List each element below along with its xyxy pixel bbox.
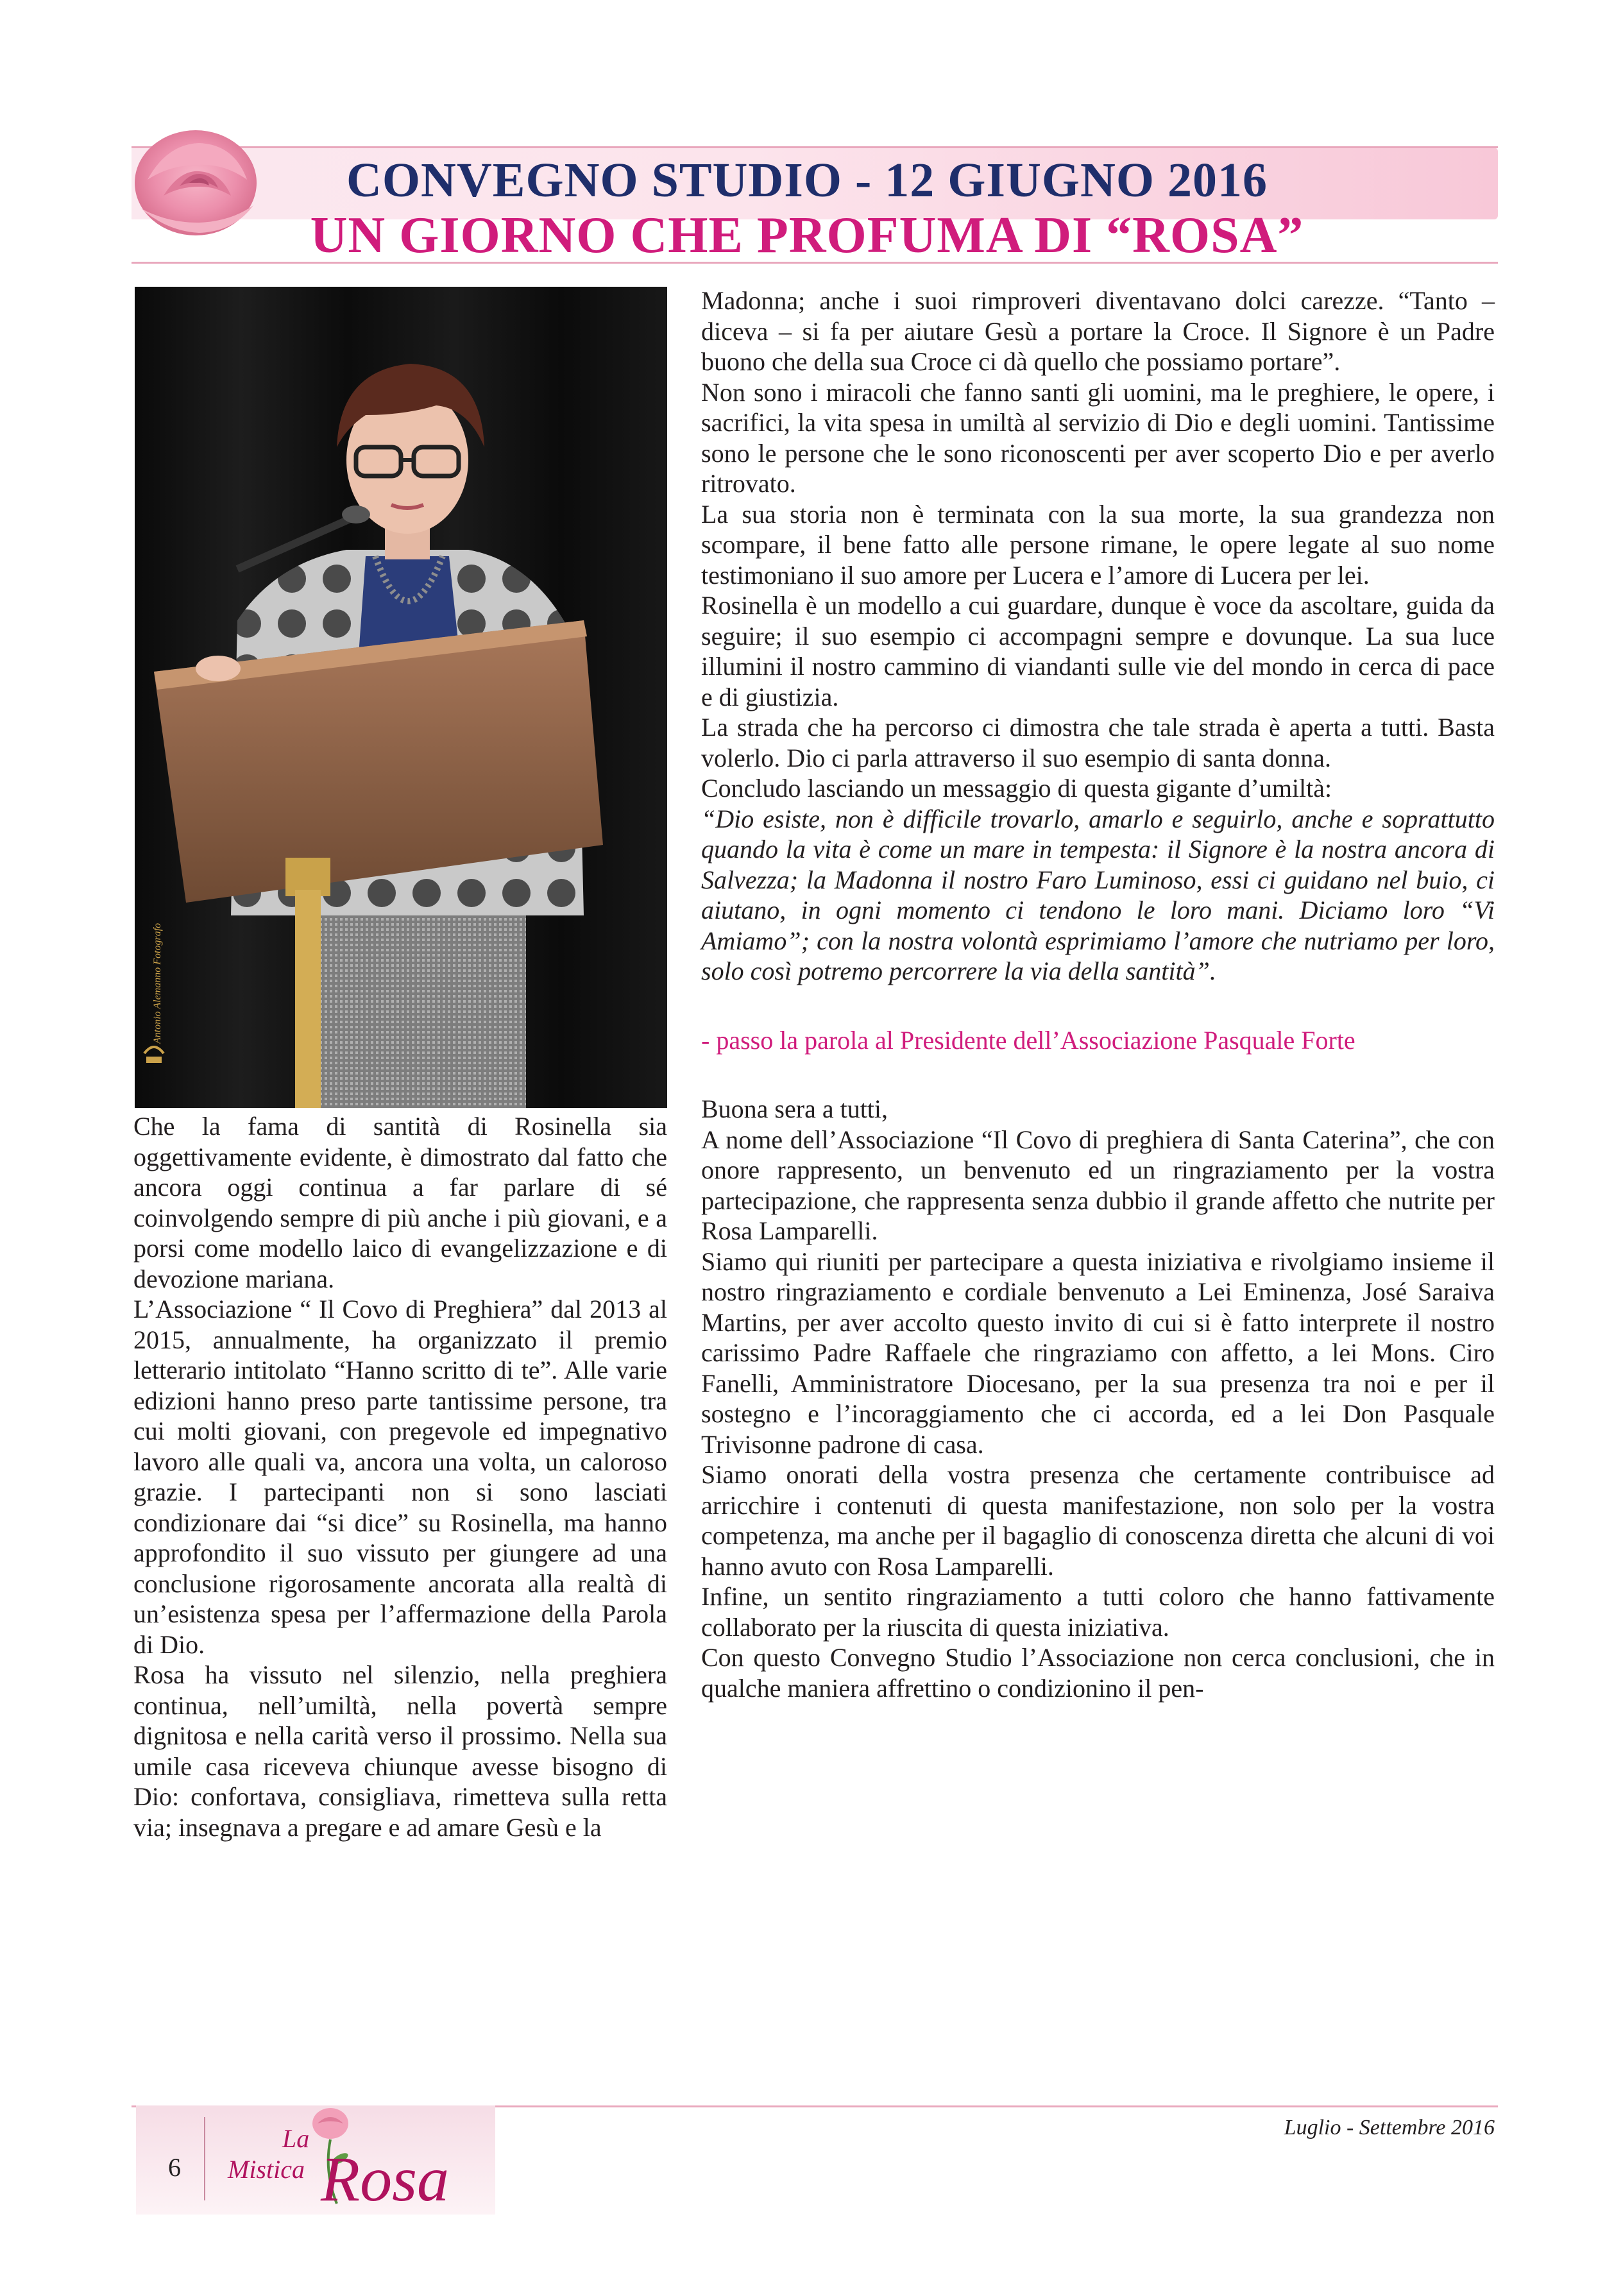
page-number: 6	[168, 2153, 181, 2182]
quote: “Dio esiste, non è difficile trovarlo, amarlo e seguirlo, anche e soprattutto quando la vita è come un mare in tempesta: il Signore è la nostra ancora di Salvezza; la Madonna il nostro Faro Luminoso, essi ci guidano nel buio, ci aiutano, in ogni momento ci tendono le loro mani. Diciamo loro “Vi Amiamo”; con la nostra volontà esprimiamo l’amore che nutriamo per loro, solo così potremo percorrere la via della santità”.	[701, 804, 1495, 985]
paragraph: Infine, un sentito ringraziamento a tutti coloro che hanno fattivamente collaborato per la riuscita di questa iniziativa.	[701, 1582, 1495, 1642]
logo-rosa: Rosa	[321, 2143, 449, 2215]
paragraph: Non sono i miracoli che fanno santi gli uomini, ma le preghiere, le opere, i sacrifici, la vita spesa in umiltà al servizio di Dio e degli uomini. Tantissime sono le persone che le sono riconoscenti per aver scoperto Dio e per averlo ritrovato.	[701, 377, 1495, 498]
handover-note: - passo la parola al Presidente dell’Associazione Pasquale Forte	[701, 1025, 1355, 1055]
paragraph: A nome dell’Associazione “Il Covo di preghiera di Santa Caterina”, che con onore rappresento, un benvenuto ed un ringraziamento per la vostra partecipazione, che rappresenta senza dubbio il grande affetto che nutrite per Rosa Lamparelli.	[701, 1125, 1495, 1245]
paragraph: Con questo Convegno Studio l’Associazione non cerca conclusioni, che in qualche maniera affrettino o condizionino il pen-	[701, 1643, 1495, 1703]
left-column	[133, 1111, 667, 1842]
paragraph: Siamo onorati della vostra presenza che certamente contribuisce ad arricchire i contenuti di questa manifestazione, non solo per la vostra competenza, ma anche per il bagaglio di conoscenza diretta che alcuni di voi hanno avuto con Rosa Lamparelli.	[701, 1460, 1495, 1581]
photo-credit: Antonio Alemanno Fotografo	[152, 923, 163, 1044]
paragraph: Buona sera a tutti,	[701, 1094, 888, 1123]
paragraph: Concludo lasciando un messaggio di questa gigante d’umiltà:	[701, 774, 1332, 803]
issue-date: Luglio - Settembre 2016	[1284, 2116, 1495, 2139]
speaker-photo	[135, 287, 667, 1108]
logo-mistica: Mistica	[228, 2155, 305, 2184]
title-line-1: CONVEGNO STUDIO - 12 GIUGNO 2016	[346, 153, 1268, 207]
paragraph: L’Associazione “ Il Covo di Preghiera” dal 2013 al 2015, annualmente, ha organizzato il premio letterario intitolato “Hanno scritto di te”. Alle varie edizioni hanno preso parte tantissime persone, tra cui molti giovani, con pregevole ed impegnativo lavoro alle quali va, ancora una volta, un caloroso grazie. I partecipanti non si sono lasciati condizionare dai “si dice” su Rosinella, ma hanno approfondito il suo vissuto per giungere ad una conclusione rigorosamente ancorata alla realtà di un’esistenza spesa per l’affermazione della Parola di Dio.	[133, 1295, 667, 1659]
magazine-logo	[212, 2095, 481, 2216]
speaker-photo-illustration	[135, 287, 667, 1108]
paragraph: La strada che ha percorso ci dimostra che tale strada è aperta a tutti. Basta volerlo. Dio ci parla attraverso il suo esempio di santa donna.	[701, 713, 1495, 772]
right-column	[701, 285, 1495, 1703]
paragraph: Rosinella è un modello a cui guardare, dunque è voce da ascoltare, guida da seguire; il suo esempio ci accompagni sempre e dovunque. La sua luce illumini il nostro cammino di viandanti sulle vie del mondo in cerca di pace e di giustizia.	[701, 591, 1495, 711]
header-top-rule	[132, 146, 1498, 148]
logo-la: La	[282, 2124, 310, 2153]
title-line-2: UN GIORNO CHE PROFUMA DI “ROSA”	[310, 207, 1304, 264]
paragraph: La sua storia non è terminata con la sua morte, la sua grandezza non scompare, il bene fatto alle persone rimane, le opere legate al suo nome testimoniano il suo amore per Lucera e l’amore di Lucera per lei.	[701, 499, 1495, 590]
paragraph: Siamo qui riuniti per partecipare a questa iniziativa e rivolgiamo insieme il nostro ringraziamento e cordiale benvenuto a Lei Eminenza, José Saraiva Martins, per aver accolto questo invito di cui si è fatto interprete il nostro carissimo Padre Raffaele che ringraziamo con affetto, a lei Mons. Ciro Fanelli, Amministratore Diocesano, per la sua presenza tra noi e per il sostegno e l’incoraggiamento che ci accorda, ed a lei Don Pasquale Trivisonne padrone di casa.	[701, 1246, 1495, 1459]
paragraph: Rosa ha vissuto nel silenzio, nella preghiera continua, nell’umiltà, nella povertà sempre dignitosa e nella carità verso il prossimo. Nella sua umile casa riceveva chiunque avesse bisogno di Dio: confortava, consigliava, rimetteva sulla retta via; insegnava a pregare e ad amare Gesù e la	[133, 1660, 667, 1842]
paragraph: Madonna; anche i suoi rimproveri diventavano dolci carezze. “Tanto – diceva – si fa per aiutare Gesù a portare la Croce. Il Signore è un Padre buono che della sua Croce ci dà quello che possiamo portare”.	[701, 286, 1495, 376]
paragraph: Che la fama di santità di Rosinella sia oggettivamente evidente, è dimostrato dal fatto che ancora oggi continua a far parlare di sé coinvolgendo sempre di più anche i più giovani, e a porsi come modello laico di evangelizzazione e di devozione mariana.	[133, 1112, 667, 1293]
footer-divider	[204, 2117, 205, 2200]
